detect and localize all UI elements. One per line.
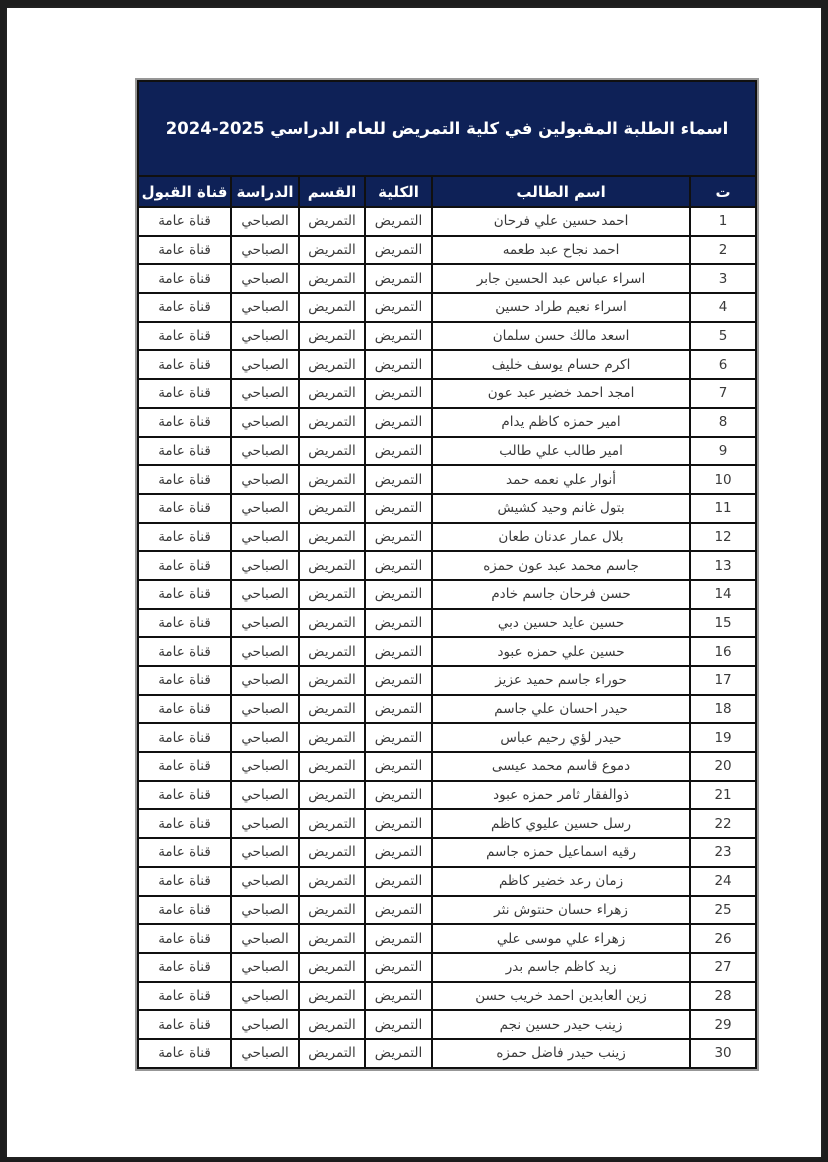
cell-student-name: حسن فرحان جاسم خادم [432, 580, 690, 609]
cell-study: الصباحي [231, 293, 299, 322]
cell-study: الصباحي [231, 838, 299, 867]
table-row [138, 551, 756, 580]
cell-index: 3 [690, 264, 756, 293]
cell-college: التمريض [365, 752, 432, 781]
cell-study: الصباحي [231, 465, 299, 494]
cell-college: التمريض [365, 1010, 432, 1039]
table-row [138, 838, 756, 867]
cell-student-name: دموع قاسم محمد عيسى [432, 752, 690, 781]
cell-study: الصباحي [231, 924, 299, 953]
cell-admission-channel: قناة عامة [138, 207, 231, 236]
cell-study: الصباحي [231, 637, 299, 666]
cell-department: التمريض [299, 465, 365, 494]
table-row [138, 293, 756, 322]
cell-student-name: رسل حسين عليوي كاظم [432, 809, 690, 838]
cell-department: التمريض [299, 953, 365, 982]
cell-study: الصباحي [231, 809, 299, 838]
cell-index: 4 [690, 293, 756, 322]
cell-study: الصباحي [231, 350, 299, 379]
cell-index: 8 [690, 408, 756, 437]
cell-student-name: احمد نجاح عبد طعمه [432, 236, 690, 265]
cell-student-name: حيدر احسان علي جاسم [432, 695, 690, 724]
cell-student-name: زينب حيدر حسين نجم [432, 1010, 690, 1039]
table-title: اسماء الطلبة المقبولين في كلية التمريض للعام الدراسي 2025-2024 [138, 81, 756, 176]
cell-department: التمريض [299, 781, 365, 810]
cell-student-name: زمان رعد خضير كاظم [432, 867, 690, 896]
cell-student-name: اسراء نعيم طراد حسين [432, 293, 690, 322]
cell-admission-channel: قناة عامة [138, 867, 231, 896]
cell-student-name: حيدر لؤي رحيم عباس [432, 723, 690, 752]
table-row [138, 723, 756, 752]
cell-study: الصباحي [231, 408, 299, 437]
cell-college: التمريض [365, 953, 432, 982]
cell-index: 26 [690, 924, 756, 953]
cell-index: 13 [690, 551, 756, 580]
cell-student-name: زيد كاظم جاسم بدر [432, 953, 690, 982]
cell-student-name: ذوالفقار ثامر حمزه عبود [432, 781, 690, 810]
cell-department: التمريض [299, 494, 365, 523]
col-header-study: الدراسة [231, 176, 299, 207]
cell-department: التمريض [299, 723, 365, 752]
cell-study: الصباحي [231, 494, 299, 523]
cell-study: الصباحي [231, 953, 299, 982]
cell-college: التمريض [365, 723, 432, 752]
cell-student-name: بلال عمار عدنان طعان [432, 523, 690, 552]
cell-study: الصباحي [231, 379, 299, 408]
cell-index: 19 [690, 723, 756, 752]
table-row [138, 637, 756, 666]
document-page [7, 8, 821, 1157]
cell-admission-channel: قناة عامة [138, 236, 231, 265]
cell-college: التمريض [365, 264, 432, 293]
cell-admission-channel: قناة عامة [138, 982, 231, 1011]
cell-index: 7 [690, 379, 756, 408]
cell-department: التمريض [299, 551, 365, 580]
cell-admission-channel: قناة عامة [138, 637, 231, 666]
table-row [138, 982, 756, 1011]
cell-admission-channel: قناة عامة [138, 322, 231, 351]
cell-department: التمريض [299, 609, 365, 638]
cell-department: التمريض [299, 293, 365, 322]
cell-college: التمريض [365, 580, 432, 609]
cell-student-name: احمد حسين علي فرحان [432, 207, 690, 236]
table-row [138, 781, 756, 810]
cell-department: التمريض [299, 580, 365, 609]
table-row [138, 609, 756, 638]
cell-college: التمريض [365, 523, 432, 552]
cell-admission-channel: قناة عامة [138, 551, 231, 580]
cell-student-name: اسعد مالك حسن سلمان [432, 322, 690, 351]
cell-admission-channel: قناة عامة [138, 896, 231, 925]
cell-college: التمريض [365, 551, 432, 580]
table-row [138, 322, 756, 351]
cell-college: التمريض [365, 695, 432, 724]
cell-admission-channel: قناة عامة [138, 953, 231, 982]
col-header-admission-channel: قناة القبول [138, 176, 231, 207]
cell-index: 11 [690, 494, 756, 523]
cell-college: التمريض [365, 408, 432, 437]
cell-study: الصباحي [231, 322, 299, 351]
cell-student-name: زهراء علي موسى علي [432, 924, 690, 953]
cell-student-name: زينب حيدر فاضل حمزه [432, 1039, 690, 1068]
cell-admission-channel: قناة عامة [138, 1010, 231, 1039]
cell-index: 15 [690, 609, 756, 638]
cell-study: الصباحي [231, 1010, 299, 1039]
cell-study: الصباحي [231, 437, 299, 466]
cell-department: التمريض [299, 924, 365, 953]
cell-student-name: امير حمزه كاظم يدام [432, 408, 690, 437]
cell-study: الصباحي [231, 609, 299, 638]
table-row [138, 809, 756, 838]
cell-college: التمريض [365, 379, 432, 408]
col-header-department: القسم [299, 176, 365, 207]
cell-admission-channel: قناة عامة [138, 494, 231, 523]
cell-admission-channel: قناة عامة [138, 580, 231, 609]
cell-college: التمريض [365, 322, 432, 351]
cell-admission-channel: قناة عامة [138, 838, 231, 867]
cell-department: التمريض [299, 1039, 365, 1068]
cell-department: التمريض [299, 838, 365, 867]
table-title-row [138, 81, 756, 176]
cell-student-name: حوراء جاسم حميد عزيز [432, 666, 690, 695]
cell-student-name: امجد احمد خضير عبد عون [432, 379, 690, 408]
cell-department: التمريض [299, 752, 365, 781]
cell-student-name: زين العابدين احمد خريب حسن [432, 982, 690, 1011]
table-row [138, 494, 756, 523]
cell-college: التمريض [365, 666, 432, 695]
cell-college: التمريض [365, 781, 432, 810]
cell-department: التمريض [299, 322, 365, 351]
cell-study: الصباحي [231, 781, 299, 810]
cell-college: التمريض [365, 982, 432, 1011]
cell-study: الصباحي [231, 752, 299, 781]
cell-index: 28 [690, 982, 756, 1011]
cell-study: الصباحي [231, 523, 299, 552]
cell-study: الصباحي [231, 695, 299, 724]
cell-college: التمريض [365, 494, 432, 523]
cell-admission-channel: قناة عامة [138, 379, 231, 408]
col-header-student-name: اسم الطالب [432, 176, 690, 207]
cell-department: التمريض [299, 523, 365, 552]
cell-admission-channel: قناة عامة [138, 666, 231, 695]
cell-study: الصباحي [231, 551, 299, 580]
cell-college: التمريض [365, 867, 432, 896]
cell-index: 14 [690, 580, 756, 609]
table-row [138, 896, 756, 925]
cell-department: التمريض [299, 809, 365, 838]
cell-index: 9 [690, 437, 756, 466]
table-row [138, 924, 756, 953]
cell-student-name: امير طالب علي طالب [432, 437, 690, 466]
cell-admission-channel: قناة عامة [138, 408, 231, 437]
table-row [138, 408, 756, 437]
table-row [138, 867, 756, 896]
table-row [138, 695, 756, 724]
cell-study: الصباحي [231, 982, 299, 1011]
cell-admission-channel: قناة عامة [138, 350, 231, 379]
cell-admission-channel: قناة عامة [138, 695, 231, 724]
cell-admission-channel: قناة عامة [138, 723, 231, 752]
cell-study: الصباحي [231, 207, 299, 236]
cell-college: التمريض [365, 924, 432, 953]
cell-study: الصباحي [231, 896, 299, 925]
table-row [138, 666, 756, 695]
table-row [138, 379, 756, 408]
cell-college: التمريض [365, 809, 432, 838]
cell-department: التمريض [299, 896, 365, 925]
cell-student-name: حسين علي حمزه عبود [432, 637, 690, 666]
cell-admission-channel: قناة عامة [138, 809, 231, 838]
cell-index: 17 [690, 666, 756, 695]
cell-admission-channel: قناة عامة [138, 781, 231, 810]
cell-college: التمريض [365, 350, 432, 379]
cell-admission-channel: قناة عامة [138, 924, 231, 953]
table-row [138, 1039, 756, 1068]
students-table [137, 80, 757, 1069]
cell-study: الصباحي [231, 1039, 299, 1068]
cell-index: 5 [690, 322, 756, 351]
cell-student-name: بتول غانم وحيد كشيش [432, 494, 690, 523]
cell-department: التمريض [299, 207, 365, 236]
cell-study: الصباحي [231, 580, 299, 609]
cell-index: 12 [690, 523, 756, 552]
cell-index: 27 [690, 953, 756, 982]
cell-student-name: حسين عايد حسين دبي [432, 609, 690, 638]
cell-index: 20 [690, 752, 756, 781]
cell-index: 29 [690, 1010, 756, 1039]
cell-department: التمريض [299, 350, 365, 379]
table-row [138, 752, 756, 781]
cell-department: التمريض [299, 408, 365, 437]
cell-study: الصباحي [231, 666, 299, 695]
table-body [138, 207, 756, 1068]
cell-department: التمريض [299, 379, 365, 408]
cell-study: الصباحي [231, 723, 299, 752]
cell-study: الصباحي [231, 236, 299, 265]
cell-admission-channel: قناة عامة [138, 609, 231, 638]
cell-student-name: رقيه اسماعيل حمزه جاسم [432, 838, 690, 867]
cell-admission-channel: قناة عامة [138, 465, 231, 494]
cell-index: 30 [690, 1039, 756, 1068]
cell-department: التمريض [299, 437, 365, 466]
cell-admission-channel: قناة عامة [138, 293, 231, 322]
cell-admission-channel: قناة عامة [138, 752, 231, 781]
table-row [138, 437, 756, 466]
cell-college: التمريض [365, 207, 432, 236]
cell-student-name: زهراء حسان حنتوش نثر [432, 896, 690, 925]
table-row [138, 207, 756, 236]
cell-admission-channel: قناة عامة [138, 264, 231, 293]
table-row [138, 580, 756, 609]
table-row [138, 350, 756, 379]
cell-index: 25 [690, 896, 756, 925]
cell-college: التمريض [365, 838, 432, 867]
cell-admission-channel: قناة عامة [138, 1039, 231, 1068]
cell-student-name: اكرم حسام يوسف خليف [432, 350, 690, 379]
table-row [138, 264, 756, 293]
cell-department: التمريض [299, 666, 365, 695]
table-header-row [138, 176, 756, 207]
table-row [138, 465, 756, 494]
cell-index: 18 [690, 695, 756, 724]
cell-college: التمريض [365, 1039, 432, 1068]
table-row [138, 236, 756, 265]
cell-department: التمريض [299, 867, 365, 896]
cell-college: التمريض [365, 896, 432, 925]
cell-index: 6 [690, 350, 756, 379]
cell-index: 1 [690, 207, 756, 236]
cell-college: التمريض [365, 609, 432, 638]
cell-department: التمريض [299, 1010, 365, 1039]
cell-index: 24 [690, 867, 756, 896]
cell-college: التمريض [365, 437, 432, 466]
cell-index: 16 [690, 637, 756, 666]
cell-college: التمريض [365, 637, 432, 666]
table-row [138, 953, 756, 982]
cell-index: 2 [690, 236, 756, 265]
cell-study: الصباحي [231, 264, 299, 293]
cell-college: التمريض [365, 465, 432, 494]
cell-index: 10 [690, 465, 756, 494]
cell-admission-channel: قناة عامة [138, 437, 231, 466]
table-row [138, 1010, 756, 1039]
cell-college: التمريض [365, 293, 432, 322]
cell-index: 22 [690, 809, 756, 838]
cell-department: التمريض [299, 264, 365, 293]
cell-department: التمريض [299, 982, 365, 1011]
cell-department: التمريض [299, 695, 365, 724]
cell-student-name: جاسم محمد عبد عون حمزه [432, 551, 690, 580]
cell-department: التمريض [299, 637, 365, 666]
table-row [138, 523, 756, 552]
cell-study: الصباحي [231, 867, 299, 896]
cell-index: 23 [690, 838, 756, 867]
cell-student-name: اسراء عباس عبد الحسين جابر [432, 264, 690, 293]
cell-department: التمريض [299, 236, 365, 265]
col-header-index: ت [690, 176, 756, 207]
cell-college: التمريض [365, 236, 432, 265]
cell-admission-channel: قناة عامة [138, 523, 231, 552]
col-header-college: الكلية [365, 176, 432, 207]
cell-index: 21 [690, 781, 756, 810]
cell-student-name: أنوار علي نعمه حمد [432, 465, 690, 494]
